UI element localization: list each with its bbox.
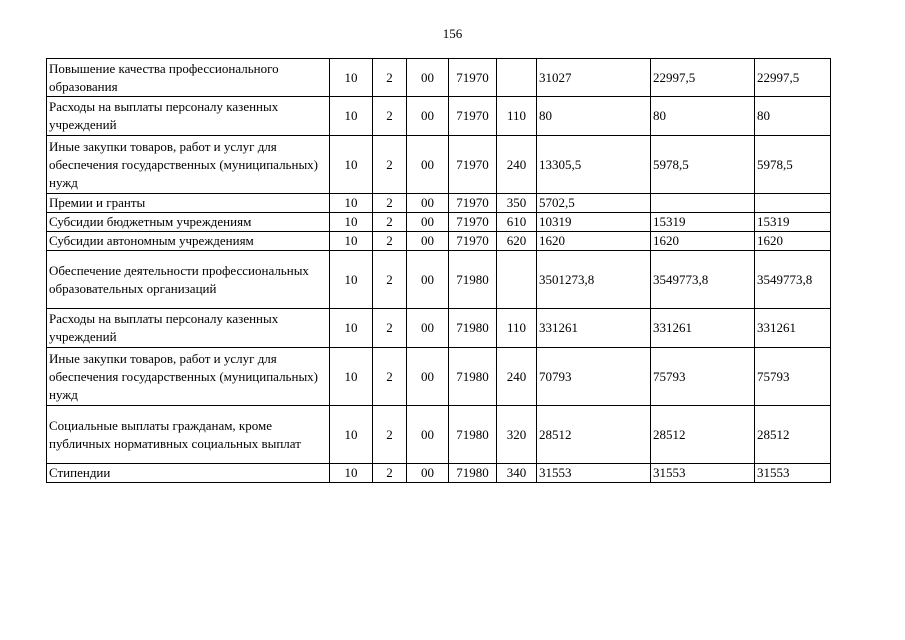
subsection-code: 2 bbox=[373, 213, 407, 232]
subsection-code: 2 bbox=[373, 232, 407, 251]
program-code: 00 bbox=[407, 97, 449, 136]
row-name: Иные закупки товаров, работ и услуг для обеспечения государственных (муниципальных) нужд bbox=[47, 136, 330, 194]
expense-type-code bbox=[497, 59, 537, 97]
amount-year-2: 28512 bbox=[651, 406, 755, 464]
program-code: 00 bbox=[407, 213, 449, 232]
row-name: Обеспечение деятельности профессиональных образовательных организаций bbox=[47, 251, 330, 309]
program-code: 00 bbox=[407, 348, 449, 406]
amount-year-1: 28512 bbox=[537, 406, 651, 464]
table-row bbox=[47, 309, 831, 348]
target-code: 71970 bbox=[449, 97, 497, 136]
section-code: 10 bbox=[330, 97, 373, 136]
target-code: 71980 bbox=[449, 251, 497, 309]
amount-year-3: 15319 bbox=[755, 213, 831, 232]
section-code: 10 bbox=[330, 406, 373, 464]
amount-year-1: 13305,5 bbox=[537, 136, 651, 194]
subsection-code: 2 bbox=[373, 251, 407, 309]
page-number: 156 bbox=[442, 26, 463, 41]
subsection-code: 2 bbox=[373, 59, 407, 97]
row-name: Расходы на выплаты персоналу казенных учреждений bbox=[47, 309, 330, 348]
amount-year-3: 5978,5 bbox=[755, 136, 831, 194]
program-code: 00 bbox=[407, 464, 449, 483]
table-row bbox=[47, 348, 831, 406]
row-name: Премии и гранты bbox=[47, 194, 330, 213]
section-code: 10 bbox=[330, 232, 373, 251]
amount-year-1: 31553 bbox=[537, 464, 651, 483]
subsection-code: 2 bbox=[373, 348, 407, 406]
row-name: Субсидии бюджетным учреждениям bbox=[47, 213, 330, 232]
amount-year-3: 22997,5 bbox=[755, 59, 831, 97]
amount-year-3 bbox=[755, 194, 831, 213]
section-code: 10 bbox=[330, 136, 373, 194]
expense-type-code: 240 bbox=[497, 348, 537, 406]
table-row bbox=[47, 136, 831, 194]
amount-year-1: 70793 bbox=[537, 348, 651, 406]
expense-type-code: 350 bbox=[497, 194, 537, 213]
amount-year-2: 5978,5 bbox=[651, 136, 755, 194]
budget-table bbox=[46, 58, 831, 483]
target-code: 71970 bbox=[449, 136, 497, 194]
section-code: 10 bbox=[330, 309, 373, 348]
target-code: 71970 bbox=[449, 194, 497, 213]
target-code: 71970 bbox=[449, 59, 497, 97]
amount-year-3: 3549773,8 bbox=[755, 251, 831, 309]
amount-year-1: 10319 bbox=[537, 213, 651, 232]
expense-type-code: 620 bbox=[497, 232, 537, 251]
amount-year-2: 1620 bbox=[651, 232, 755, 251]
target-code: 71970 bbox=[449, 232, 497, 251]
amount-year-1: 5702,5 bbox=[537, 194, 651, 213]
section-code: 10 bbox=[330, 251, 373, 309]
program-code: 00 bbox=[407, 406, 449, 464]
expense-type-code: 320 bbox=[497, 406, 537, 464]
row-name: Повышение качества профессионального образования bbox=[47, 59, 330, 97]
subsection-code: 2 bbox=[373, 464, 407, 483]
amount-year-1: 331261 bbox=[537, 309, 651, 348]
amount-year-3: 31553 bbox=[755, 464, 831, 483]
table-row bbox=[47, 464, 831, 483]
section-code: 10 bbox=[330, 194, 373, 213]
target-code: 71980 bbox=[449, 464, 497, 483]
section-code: 10 bbox=[330, 213, 373, 232]
subsection-code: 2 bbox=[373, 97, 407, 136]
subsection-code: 2 bbox=[373, 406, 407, 464]
row-name: Социальные выплаты гражданам, кроме публичных нормативных социальных выплат bbox=[47, 406, 330, 464]
target-code: 71980 bbox=[449, 309, 497, 348]
program-code: 00 bbox=[407, 59, 449, 97]
row-name: Расходы на выплаты персоналу казенных учреждений bbox=[47, 97, 330, 136]
amount-year-1: 1620 bbox=[537, 232, 651, 251]
amount-year-1: 80 bbox=[537, 97, 651, 136]
table-row bbox=[47, 194, 831, 213]
section-code: 10 bbox=[330, 59, 373, 97]
program-code: 00 bbox=[407, 309, 449, 348]
expense-type-code: 110 bbox=[497, 309, 537, 348]
program-code: 00 bbox=[407, 136, 449, 194]
table-row bbox=[47, 406, 831, 464]
table-row bbox=[47, 232, 831, 251]
target-code: 71980 bbox=[449, 406, 497, 464]
subsection-code: 2 bbox=[373, 194, 407, 213]
table-row bbox=[47, 213, 831, 232]
amount-year-3: 75793 bbox=[755, 348, 831, 406]
row-name: Субсидии автономным учреждениям bbox=[47, 232, 330, 251]
amount-year-3: 80 bbox=[755, 97, 831, 136]
amount-year-2: 80 bbox=[651, 97, 755, 136]
target-code: 71970 bbox=[449, 213, 497, 232]
row-name: Стипендии bbox=[47, 464, 330, 483]
expense-type-code: 610 bbox=[497, 213, 537, 232]
amount-year-2: 3549773,8 bbox=[651, 251, 755, 309]
row-name: Иные закупки товаров, работ и услуг для обеспечения государственных (муниципальных) нужд bbox=[47, 348, 330, 406]
amount-year-2: 31553 bbox=[651, 464, 755, 483]
table-row bbox=[47, 59, 831, 97]
amount-year-2: 22997,5 bbox=[651, 59, 755, 97]
amount-year-2: 331261 bbox=[651, 309, 755, 348]
expense-type-code: 110 bbox=[497, 97, 537, 136]
amount-year-3: 1620 bbox=[755, 232, 831, 251]
amount-year-2 bbox=[651, 194, 755, 213]
amount-year-3: 331261 bbox=[755, 309, 831, 348]
table-row bbox=[47, 97, 831, 136]
amount-year-1: 31027 bbox=[537, 59, 651, 97]
table-row bbox=[47, 251, 831, 309]
subsection-code: 2 bbox=[373, 136, 407, 194]
expense-type-code: 240 bbox=[497, 136, 537, 194]
amount-year-2: 75793 bbox=[651, 348, 755, 406]
section-code: 10 bbox=[330, 348, 373, 406]
program-code: 00 bbox=[407, 251, 449, 309]
subsection-code: 2 bbox=[373, 309, 407, 348]
program-code: 00 bbox=[407, 194, 449, 213]
program-code: 00 bbox=[407, 232, 449, 251]
amount-year-1: 3501273,8 bbox=[537, 251, 651, 309]
expense-type-code bbox=[497, 251, 537, 309]
amount-year-3: 28512 bbox=[755, 406, 831, 464]
amount-year-2: 15319 bbox=[651, 213, 755, 232]
section-code: 10 bbox=[330, 464, 373, 483]
expense-type-code: 340 bbox=[497, 464, 537, 483]
target-code: 71980 bbox=[449, 348, 497, 406]
